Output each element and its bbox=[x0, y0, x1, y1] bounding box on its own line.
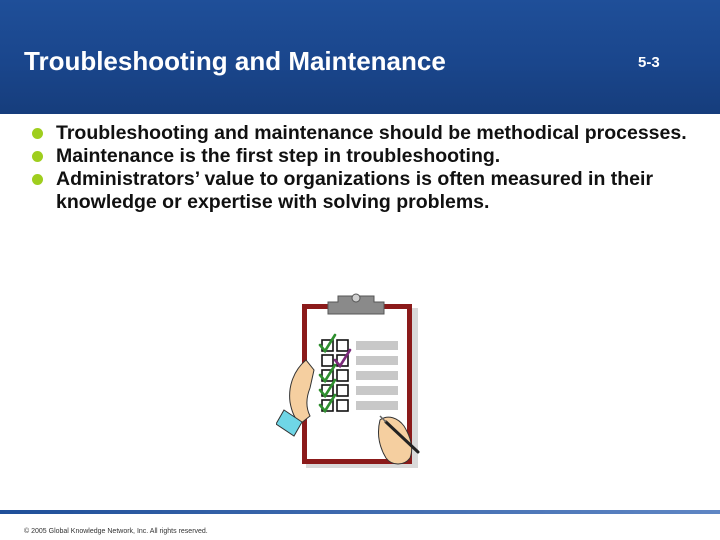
copyright-text: © 2005 Global Knowledge Network, Inc. All rights reserved. bbox=[24, 528, 208, 535]
bullet-dot-icon bbox=[32, 174, 43, 185]
bullet-item bbox=[30, 122, 700, 145]
bullet-dot-icon bbox=[32, 151, 43, 162]
bullet-text: Maintenance is the first step in troubleshooting. bbox=[56, 145, 501, 167]
slide-number: 5-3 bbox=[638, 54, 660, 71]
bullet-item bbox=[30, 168, 700, 214]
bullet-list bbox=[30, 122, 700, 214]
title-bar bbox=[0, 0, 720, 114]
bullet-text: Administrators’ value to organizations is often measured in their knowledge or expertise with solving problems. bbox=[56, 168, 654, 213]
bullet-text: Troubleshooting and maintenance should be methodical processes. bbox=[56, 122, 687, 144]
bullet-item bbox=[30, 145, 700, 168]
slide-title: Troubleshooting and Maintenance bbox=[24, 46, 446, 76]
footer-rule bbox=[0, 510, 720, 514]
clipboard-checklist-icon bbox=[276, 290, 426, 490]
bullet-dot-icon bbox=[32, 128, 43, 139]
